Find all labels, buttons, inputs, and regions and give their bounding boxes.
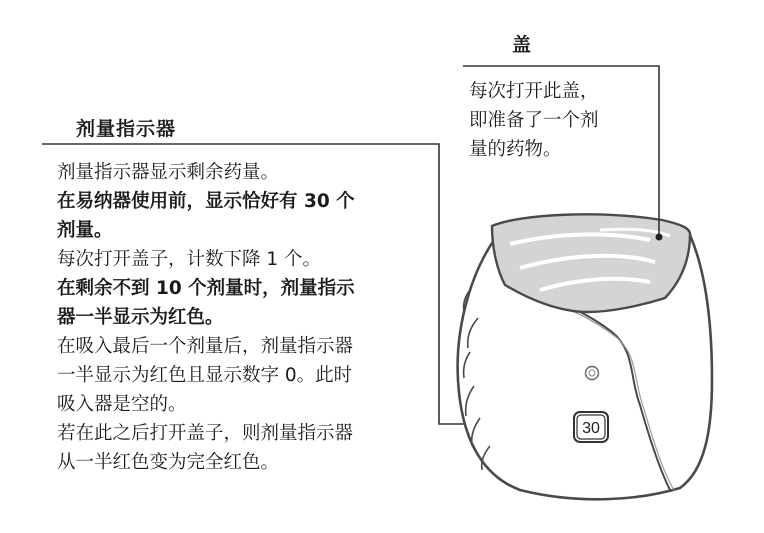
- indicator-line: 若在此之后打开盖子，则剂量指示器: [57, 423, 354, 444]
- indicator-line: 器一半显示为红色。: [57, 307, 224, 328]
- cap-line: 即准备了一个剂: [469, 110, 599, 131]
- indicator-line: 每次打开盖子，计数下降 1 个。: [57, 249, 322, 270]
- indicator-line: 在易纳器使用前，显示恰好有 30 个: [57, 191, 355, 212]
- indicator-line: 一半显示为红色且显示数字 0。此时: [57, 365, 353, 386]
- indicator-line: 剂量指示器显示剩余药量。: [57, 162, 280, 183]
- indicator-line: 从一半红色变为完全红色。: [57, 452, 280, 473]
- cap-leader-dot: [656, 234, 663, 241]
- cap-line: 量的药物。: [469, 139, 562, 160]
- indicator-line: 在剩余不到 10 个剂量时，剂量指示: [57, 278, 355, 299]
- cap-line: 每次打开此盖，: [469, 81, 599, 102]
- indicator-line: 在吸入最后一个剂量后，剂量指示器: [57, 336, 354, 357]
- dose-counter-window: [574, 412, 608, 442]
- indicator-line: 剂量。: [57, 220, 113, 241]
- cap-leader-line: [463, 66, 659, 237]
- indicator-line: 吸入器是空的。: [57, 394, 187, 415]
- cap-title: 盖: [512, 34, 533, 56]
- indicator-title: 剂量指示器: [76, 118, 177, 140]
- dose-counter-value: 30: [582, 420, 600, 437]
